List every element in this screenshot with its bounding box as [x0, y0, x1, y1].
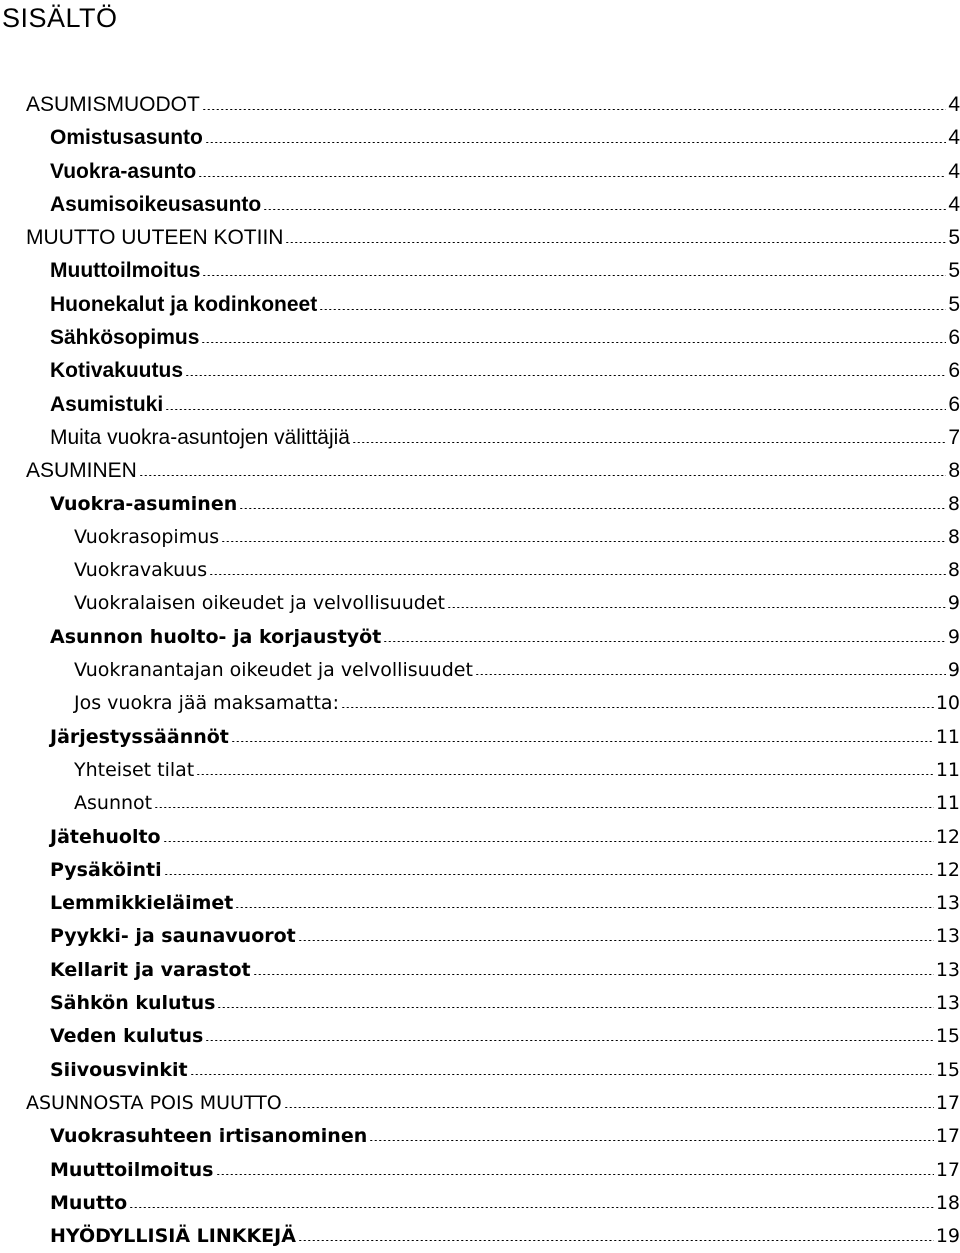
- dot-leader: [298, 940, 934, 941]
- toc-entry-page-number: 17: [935, 1091, 960, 1114]
- toc-entry[interactable]: [26, 920, 960, 953]
- toc-entry-label[interactable]: Vuokralaisen oikeudet ja velvollisuudet: [74, 592, 445, 615]
- dot-leader: [139, 475, 946, 476]
- dot-leader: [190, 1074, 934, 1075]
- toc-entry-page-number: 18: [935, 1191, 960, 1214]
- toc-entry-label[interactable]: Vuokra-asunto: [50, 159, 197, 183]
- toc-entry-label[interactable]: Asunnon huolto- ja korjaustyöt: [50, 625, 382, 648]
- toc-entry-page-number: 6: [948, 392, 960, 416]
- toc-entry-label[interactable]: Huonekalut ja kodinkoneet: [50, 292, 318, 316]
- toc-entry[interactable]: [26, 954, 960, 987]
- toc-entry[interactable]: [26, 321, 960, 354]
- dot-leader: [202, 109, 946, 110]
- toc-entry[interactable]: [26, 1020, 960, 1053]
- toc-entry-page-number: 8: [948, 459, 960, 483]
- dot-leader: [235, 907, 933, 908]
- toc-entry[interactable]: [26, 554, 960, 587]
- toc-entry-page-number: 9: [947, 625, 960, 648]
- toc-entry-page-number: 12: [935, 825, 960, 848]
- toc-entry[interactable]: [26, 155, 960, 188]
- toc-entry-label[interactable]: Muuttoilmoitus: [50, 259, 201, 283]
- toc-entry-label[interactable]: Jos vuokra jää maksamatta:: [74, 692, 339, 715]
- toc-entry-page-number: 6: [948, 326, 960, 350]
- toc-entry-page-number: 11: [935, 725, 960, 748]
- dot-leader: [253, 974, 934, 975]
- toc-entry[interactable]: [26, 787, 960, 820]
- toc-entry[interactable]: [26, 121, 960, 154]
- toc-entry-page-number: 15: [935, 1058, 960, 1081]
- toc-entry-label[interactable]: Vuokravakuus: [74, 559, 208, 582]
- toc-entry-page-number: 4: [948, 126, 960, 150]
- toc-entry-page-number: 11: [935, 792, 960, 815]
- dot-leader: [216, 1174, 934, 1175]
- dot-leader: [239, 508, 946, 509]
- toc-entry[interactable]: [26, 621, 960, 654]
- dot-leader: [352, 442, 946, 443]
- toc-entry[interactable]: [26, 388, 960, 421]
- toc-entry-label[interactable]: Asumistuki: [50, 392, 164, 416]
- dot-leader: [202, 275, 946, 276]
- toc-entry-label[interactable]: Asumisoikeusasunto: [50, 192, 262, 216]
- dot-leader: [196, 774, 934, 775]
- toc-entry-page-number: 15: [935, 1025, 960, 1048]
- toc-entry-page-number: 7: [948, 425, 960, 449]
- toc-entry-label[interactable]: Siivousvinkit: [50, 1058, 188, 1081]
- toc-entry-page-number: 5: [948, 226, 960, 250]
- toc-entry-label[interactable]: Muuttoilmoitus: [50, 1158, 214, 1181]
- toc-entry[interactable]: [26, 221, 960, 254]
- dot-leader: [164, 874, 934, 875]
- toc-entry-page-number: 17: [935, 1125, 960, 1148]
- toc-entry-page-number: 8: [947, 525, 960, 548]
- toc-entry-page-number: 13: [935, 925, 960, 948]
- toc-entry-page-number: 5: [948, 259, 960, 283]
- toc-entry[interactable]: [26, 1154, 960, 1187]
- toc-entry-page-number: 19: [935, 1225, 960, 1248]
- toc-entry[interactable]: [26, 88, 960, 121]
- dot-leader: [319, 309, 946, 310]
- toc-entry[interactable]: [26, 821, 960, 854]
- toc-entry-label[interactable]: Vuokrasopimus: [74, 525, 220, 548]
- toc-entry-label[interactable]: Omistusasunto: [50, 126, 203, 150]
- toc-entry-page-number: 11: [935, 758, 960, 781]
- toc-entry-label[interactable]: ASUMINEN: [26, 459, 137, 483]
- dot-leader: [217, 1007, 933, 1008]
- toc-entry-label[interactable]: Lemmikkieläimet: [50, 892, 234, 915]
- dot-leader: [221, 541, 946, 542]
- dot-leader: [263, 209, 946, 210]
- page-title: SISÄLTÖ: [2, 3, 118, 33]
- toc-entry-label[interactable]: ASUNNOSTA POIS MUUTTO: [26, 1091, 282, 1114]
- toc-entry-page-number: 4: [948, 192, 960, 216]
- toc-entry-label[interactable]: Vuokranantajan oikeudet ja velvollisuudet: [74, 659, 473, 682]
- toc-entry[interactable]: [26, 1054, 960, 1087]
- toc-entry-label[interactable]: Vuokra-asuminen: [50, 492, 238, 515]
- table-of-contents: [26, 88, 960, 1253]
- dot-leader: [185, 375, 946, 376]
- toc-entry-page-number: 4: [948, 93, 960, 116]
- dot-leader: [154, 807, 934, 808]
- toc-entry-page-number: 17: [935, 1158, 960, 1181]
- toc-entry[interactable]: [26, 887, 960, 920]
- dot-leader: [298, 1240, 934, 1241]
- toc-entry-label[interactable]: Veden kulutus: [50, 1025, 204, 1048]
- toc-entry-label[interactable]: ASUMISMUODOT: [26, 93, 200, 116]
- toc-entry[interactable]: [26, 587, 960, 620]
- toc-entry-label[interactable]: Pyykki- ja saunavuorot: [50, 925, 296, 948]
- dot-leader: [383, 641, 946, 642]
- toc-entry[interactable]: [26, 254, 960, 287]
- dot-leader: [205, 1040, 934, 1041]
- toc-entry[interactable]: [26, 654, 960, 687]
- dot-leader: [284, 1107, 934, 1108]
- dot-leader: [209, 574, 946, 575]
- toc-entry-page-number: 5: [948, 292, 960, 316]
- toc-entry[interactable]: [26, 488, 960, 521]
- toc-entry[interactable]: [26, 188, 960, 221]
- dot-leader: [341, 707, 934, 708]
- dot-leader: [231, 741, 934, 742]
- dot-leader: [285, 242, 946, 243]
- toc-entry-label[interactable]: Vuokrasuhteen irtisanominen: [50, 1125, 368, 1148]
- toc-entry-page-number: 12: [935, 858, 960, 881]
- toc-entry-label[interactable]: Pysäköinti: [50, 858, 162, 881]
- toc-entry[interactable]: [26, 1187, 960, 1220]
- toc-entry-label[interactable]: Muutto: [50, 1191, 128, 1214]
- toc-entry[interactable]: [26, 354, 960, 387]
- dot-leader: [165, 409, 946, 410]
- toc-entry-page-number: 9: [947, 592, 960, 615]
- toc-entry[interactable]: [26, 421, 960, 454]
- toc-entry[interactable]: [26, 754, 960, 787]
- toc-entry[interactable]: [26, 454, 960, 487]
- toc-entry-page-number: 10: [935, 692, 960, 715]
- dot-leader: [475, 674, 946, 675]
- toc-entry-page-number: 6: [948, 359, 960, 383]
- toc-entry-label[interactable]: Jätehuolto: [50, 825, 161, 848]
- toc-entry-page-number: 13: [935, 958, 960, 981]
- dot-leader: [163, 841, 934, 842]
- toc-entry-page-number: 4: [948, 159, 960, 183]
- dot-leader: [201, 342, 946, 343]
- toc-entry[interactable]: [26, 288, 960, 321]
- dot-leader: [198, 176, 946, 177]
- toc-entry-label[interactable]: Muita vuokra-asuntojen välittäjiä: [50, 425, 350, 449]
- toc-entry-label[interactable]: HYÖDYLLISIÄ LINKKEJÄ: [50, 1225, 296, 1248]
- toc-entry[interactable]: [26, 1220, 960, 1253]
- dot-leader: [205, 142, 946, 143]
- toc-entry-page-number: 9: [947, 659, 960, 682]
- toc-entry[interactable]: [26, 521, 960, 554]
- toc-entry[interactable]: [26, 854, 960, 887]
- toc-entry[interactable]: [26, 687, 960, 720]
- toc-entry[interactable]: [26, 1087, 960, 1120]
- toc-entry[interactable]: [26, 721, 960, 754]
- toc-entry-page-number: 13: [935, 892, 960, 915]
- toc-entry-label[interactable]: Sähkösopimus: [50, 326, 200, 350]
- toc-entry-page-number: 8: [947, 559, 960, 582]
- dot-leader: [447, 607, 946, 608]
- toc-entry-label[interactable]: MUUTTO UUTEEN KOTIIN: [26, 226, 284, 250]
- toc-entry-label[interactable]: Yhteiset tilat: [74, 758, 195, 781]
- dot-leader: [129, 1207, 934, 1208]
- toc-entry[interactable]: [26, 987, 960, 1020]
- toc-entry-page-number: 8: [947, 492, 960, 515]
- toc-entry-label[interactable]: Sähkön kulutus: [50, 992, 216, 1015]
- toc-entry-label[interactable]: Järjestyssäännöt: [50, 725, 229, 748]
- toc-entry-page-number: 13: [935, 992, 960, 1015]
- toc-entry-label[interactable]: Kellarit ja varastot: [50, 958, 251, 981]
- toc-entry[interactable]: [26, 1120, 960, 1153]
- dot-leader: [369, 1140, 934, 1141]
- toc-entry-label[interactable]: Asunnot: [74, 792, 153, 815]
- toc-entry-label[interactable]: Kotivakuutus: [50, 359, 184, 383]
